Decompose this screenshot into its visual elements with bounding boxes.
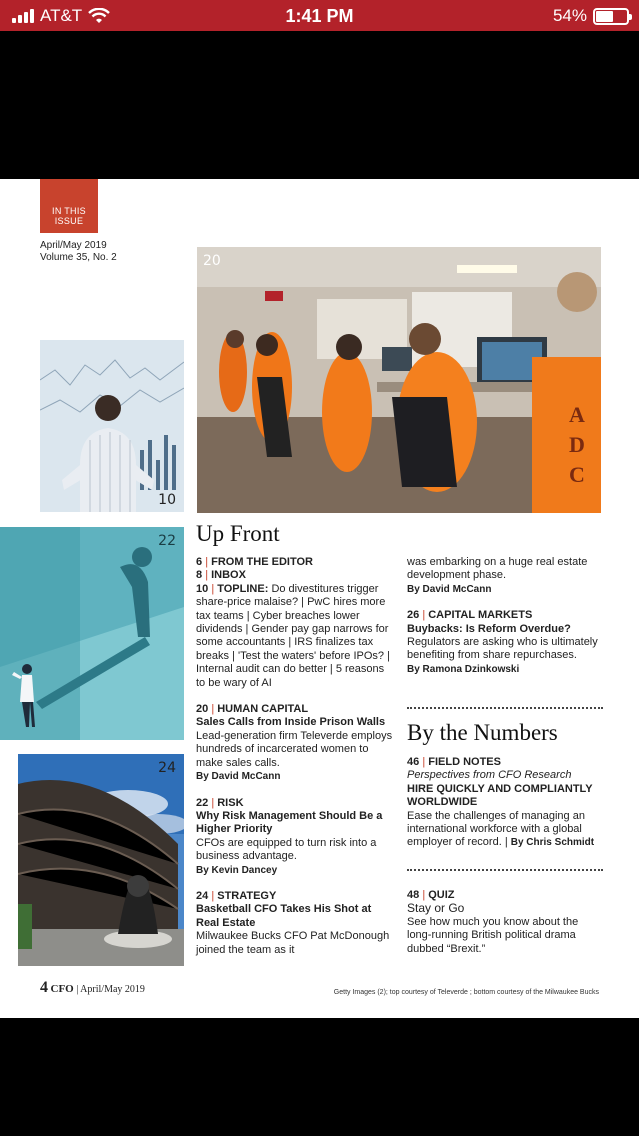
issue-volume: Volume 35, No. 2 <box>40 252 117 263</box>
article-byline: By David McCann <box>407 583 492 595</box>
article-dek: Regulators are asking who is ultimately benefiting from share repurchases. <box>407 636 598 662</box>
article-headline: Stay or Go <box>407 901 465 916</box>
in-this-issue-tag: IN THIS ISSUE <box>40 179 98 233</box>
carrier-label: AT&T <box>40 6 83 25</box>
status-right <box>553 6 629 26</box>
article-byline: By Chris Schmidt <box>510 837 595 849</box>
clock: 1:41 PM <box>285 6 354 26</box>
article-subtitle: Perspectives from CFO Research <box>407 769 572 782</box>
section-divider <box>407 869 603 871</box>
page-footer <box>40 979 145 997</box>
page-number-badge: 20 <box>203 253 221 269</box>
toc-item-strategy-continued[interactable] <box>407 556 603 596</box>
by-the-numbers-heading: By the Numbers <box>407 720 558 745</box>
article-dek: See how much you know about the long-running British political drama dubbed “Brexit.” <box>407 915 579 955</box>
toc-item-from-editor[interactable]: 6 | FROM THE EDITOR <box>196 556 313 568</box>
risk-teal-illustration[interactable] <box>0 527 184 740</box>
folio-page-number: 4 <box>40 979 48 996</box>
battery-percent: 54% <box>552 6 587 25</box>
article-dek: CFOs are equipped to turn risk into a business advantage. <box>196 836 377 863</box>
businessman-illustration <box>40 340 184 512</box>
toc-item-field-notes[interactable]: 46 | FIELD NOTES Perspectives from CFO Research HIRE QUICKLY AND COMPLIANTLY WORLDWIDE Ease the challenges of managing an international workforce with a global employer of record. | By Chris Schmidt <box>407 756 603 850</box>
issue-month: April/May 2019 <box>40 240 107 251</box>
prison-call-center-photo[interactable] <box>197 247 601 513</box>
prison-photo-illustration <box>197 247 601 513</box>
status-bar <box>0 0 639 31</box>
article-dek: Lead-generation firm Televerde employs hundreds of incarcerated women to make sales calls. <box>196 729 393 769</box>
section-divider <box>407 707 603 709</box>
up-front-heading: Up Front <box>196 521 280 546</box>
magazine-page[interactable] <box>0 179 639 1018</box>
article-dek: Milwaukee Bucks CFO Pat McDonough joined the team as it <box>196 930 390 956</box>
article-byline: By Kevin Dancey <box>196 864 278 876</box>
toc-item-strategy[interactable]: 24 | STRATEGY Basketball CFO Takes His Shot at Real Estate Milwaukee Bucks CFO Pat McDonough joined the team as it <box>196 890 396 957</box>
arena-illustration <box>18 754 184 966</box>
toc-item-risk[interactable]: 22 | RISK Why Risk Management Should Be a Higher Priority CFOs are equipped to turn risk into a business advantage. By Kevin Dancey <box>196 797 396 877</box>
page-number-badge: 24 <box>158 760 176 776</box>
article-dek: was embarking on a huge real estate development phase. <box>407 556 588 582</box>
toc-item-human-capital[interactable]: 20 | HUMAN CAPITAL Sales Calls from Inside Prison Walls Lead-generation firm Televerde employs hundreds of incarcerated women to make sales calls. By David McCann <box>196 703 396 783</box>
article-headline: Why Risk Management Should Be a Higher Priority <box>196 809 383 836</box>
article-headline: HIRE QUICKLY AND COMPLIANTLY WORLDWIDE <box>407 782 593 809</box>
svg-text:C: C <box>569 462 585 487</box>
photo-credits: Getty Images (2); top courtesy of Televerde ; bottom courtesy of the Milwaukee Bucks <box>333 989 599 996</box>
toc-item-quiz[interactable]: 48 | QUIZ Stay or Go See how much you know about the long-running British political drama dubbed “Brexit.” <box>407 889 603 956</box>
page-number-badge: 10 <box>158 492 176 508</box>
article-dek: Ease the challenges of managing an international workforce with a global employer of record. <box>407 809 585 849</box>
svg-text:D: D <box>569 432 585 457</box>
quiz-column <box>407 889 603 969</box>
up-front-column-left <box>196 556 396 970</box>
battery-icon <box>593 8 629 25</box>
svg-text:A: A <box>569 402 585 427</box>
teal-shadow-illustration <box>0 527 184 740</box>
issue-date <box>40 240 117 264</box>
businessman-chart-photo[interactable] <box>40 340 184 512</box>
footer-date: | April/May 2019 <box>76 984 145 995</box>
article-headline: Sales Calls from Inside Prison Walls <box>196 716 386 729</box>
by-numbers-column <box>407 756 603 863</box>
toc-item-topline[interactable]: 10 | TOPLINE: Do divestitures trigger share-price malaise? | PwC hires more tax teams | Cyber breaches lower dividends | Gender pay gap narrows for some accountants | IRS finalizes tax breaks | 'Test the waters' before IPOs? | Internal audit can do better | 5 reasons to be wary of AI <box>196 582 390 689</box>
page-number-badge: 22 <box>158 533 176 549</box>
brand-logo: CFO <box>50 983 74 995</box>
bucks-arena-photo[interactable] <box>18 754 184 966</box>
topline-text: Do divestitures trigger share-price malaise? | PwC hires more tax teams | Cyber breaches lower dividends | Gender pay gap narrows for some accountants | IRS finalizes tax breaks | 'Test the waters' before IPOs? | Internal audit can do better | 5 reasons to be wary of AI <box>196 582 390 689</box>
up-front-column-right <box>407 556 603 689</box>
article-byline: By David McCann <box>196 771 281 783</box>
article-headline: Basketball CFO Takes His Shot at Real Estate <box>196 903 372 929</box>
article-headline: Buybacks: Is Reform Overdue? <box>407 622 571 635</box>
toc-item-inbox[interactable]: 8 | INBOX <box>196 569 246 582</box>
toc-item-capital-markets[interactable]: 26 | CAPITAL MARKETS Buybacks: Is Reform Overdue? Regulators are asking who is ultimately benefiting from share repurchases. By Ramona Dzinkowski <box>407 609 603 676</box>
article-byline: By Ramona Dzinkowski <box>407 663 520 675</box>
